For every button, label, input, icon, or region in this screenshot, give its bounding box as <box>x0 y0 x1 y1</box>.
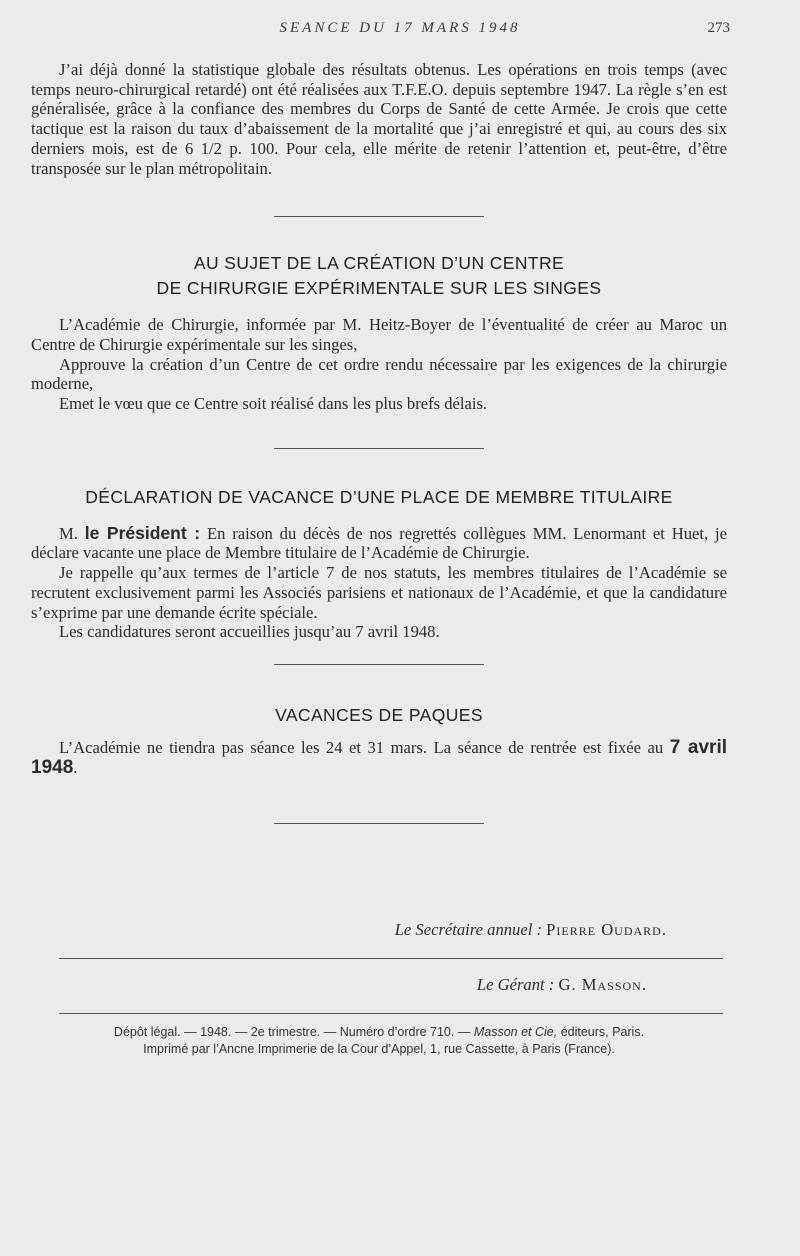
secretary-name: Pierre Oudard. <box>546 920 667 940</box>
paques-paragraph <box>31 738 727 777</box>
imprint-footer <box>31 1024 727 1058</box>
paques-paragraph-text: L’Académie ne tiendra pas séance les 24 et 31 mars. La séance de rentrée est fixée au <box>59 737 664 757</box>
imprint-line-1-text: Dépôt légal. — 1948. — 2e trimestre. — Numéro d’ordre 710. — <box>113 1025 471 1040</box>
page-content <box>31 60 727 1058</box>
secretary-role: Le Secrétaire annuel : <box>394 920 542 940</box>
section-title-singes-line2: DE CHIRURGIE EXPÉRIMENTALE SUR LES SINGES <box>156 278 602 299</box>
singes-paragraph-3: Emet le vœu que ce Centre soit réalisé dans les plus brefs délais. <box>59 394 488 414</box>
imprint-line-1 <box>31 1024 727 1041</box>
imprint-line-2: Imprimé par l’Ancne Imprimerie de la Cour d’Appel, 1, rue Cassette, à Paris (France). <box>143 1042 615 1057</box>
singes-paragraph-1: L’Académie de Chirurgie, informée par M. Heitz-Boyer de l’éventualité de créer au Maroc un Centre de Chirurgie expérimentale sur les singes, <box>31 315 727 354</box>
running-head <box>0 20 800 44</box>
speaker-name: le Président : <box>84 522 201 543</box>
manager-signature <box>31 975 727 995</box>
running-title: SEANCE DU 17 MARS 1948 <box>279 20 521 36</box>
manager-role: Le Gérant : <box>476 975 555 995</box>
section-title-paques: VACANCES DE PAQUES <box>275 704 483 725</box>
vacance-paragraph-1 <box>31 524 727 563</box>
vacance-paragraph-1-text: En raison du décès de nos regrettés collègues MM. Lenormant et Huet, je déclare vacante une place de Membre titulaire de l’Académie de Chirurgie. <box>31 523 727 563</box>
vacance-paragraph-3: Les candidatures seront accueillies jusqu’au 7 avril 1948. <box>59 622 440 642</box>
imprint-publisher: Masson et Cie, <box>473 1025 558 1040</box>
rentree-date: 7 avril 1948 <box>31 736 728 778</box>
section-title-vacance: DÉCLARATION DE VACANCE D’UNE PLACE DE MEMBRE TITULAIRE <box>85 486 673 507</box>
singes-paragraph-2: Approuve la création d’un Centre de cet ordre rendu nécessaire par les exigences de la chirurgie moderne, <box>31 354 727 394</box>
speaker-prefix: M. <box>59 523 78 543</box>
imprint-line-1-end: éditeurs, Paris. <box>560 1025 645 1040</box>
secretary-signature <box>31 920 727 940</box>
paques-paragraph-end: . <box>73 757 78 777</box>
page-number: 273 <box>707 20 730 36</box>
vacance-paragraph-2: Je rappelle qu’aux termes de l’article 7 de nos statuts, les membres titulaires de l’Académie se recrutent exclusivement parmi les Associés parisiens et nationaux de l’Académie, et que la candidature s’exprime par une demande écrite spéciale. <box>31 563 727 622</box>
manager-name: G. Masson. <box>558 975 647 995</box>
section-title-singes-line1: AU SUJET DE LA CRÉATION D’UN CENTRE <box>193 253 565 274</box>
intro-paragraph: J’ai déjà donné la statistique globale des résultats obtenus. Les opérations en trois temps (avec temps neuro-chirurgical retardé) ont été réalisées aux T.F.E.O. depuis septembre 1947. La règle s’en est généralisée, grâce à la confiance des membres du Corps de Santé de cette Armée. Je crois que cette tactique est la raison du taux d’abaissement de la mortalité que j’ai enregistré et qui, au cours des six derniers mois, est de 6 1/2 p. 100. Pour cela, elle mérite de retenir l’attention et, peut-être, d’être transposée sur le plan métropolitain. <box>31 60 727 178</box>
